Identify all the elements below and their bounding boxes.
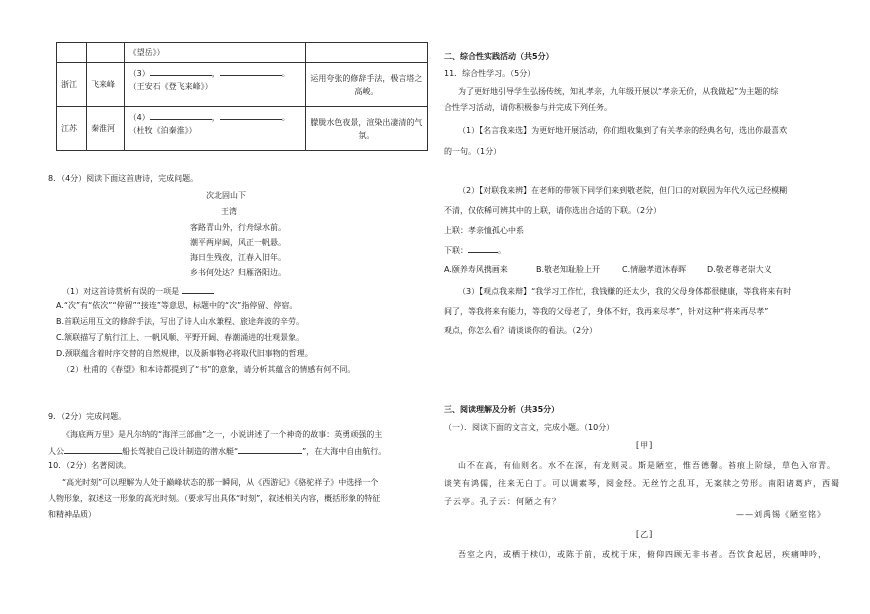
q8-sub2: （2）杜甫的《春望》和本诗都提到了“书”的意象，请分析其蕴含的情感有何不同。 <box>62 365 356 374</box>
item-number: （3） <box>128 69 150 78</box>
task3-line3: 观点，你怎么看？请谈谈你的看法。（2分） <box>444 326 598 335</box>
task3-line2: 间了，等我将来有能力，等我的父母老了，身体不好，我再来尽孝”，针对这种“将来再尽孝” <box>444 307 769 316</box>
table-cell <box>57 43 87 63</box>
task3-line1: （3）【观点我来辩】“我学习工作忙，我钱赚的还太少，我的父母身体都很健康，等我将来有时 <box>458 287 792 296</box>
q9-text: ”，在大海中自由航行。 <box>302 447 387 456</box>
task2-option-b: B.敬老知耻脸上开 <box>536 265 601 274</box>
q9-text: 船长驾驶自己设计制造的潜水艇“ <box>122 447 239 456</box>
answer-blank[interactable] <box>220 110 282 120</box>
poetry-table <box>56 42 428 151</box>
couplet-down-end: 。 <box>498 246 506 255</box>
task2-option-a: A.颐养寿风携画来 <box>444 265 508 274</box>
table-cell-note: 运用夸张的修辞手法，极言塔之高峻。 <box>305 63 427 107</box>
table-row <box>57 107 428 151</box>
answer-blank[interactable] <box>220 66 282 76</box>
q8-option-a: A.“次”有“依次”“停留”“接连”等意思，标题中的“次”指停留、停宿。 <box>56 301 298 310</box>
q8-sub1 <box>62 284 214 298</box>
q9-line1: 《海底两万里》是凡尔纳的“海洋三部曲”之一，小说讲述了一个神奇的故事：英勇顽强的主 <box>62 430 383 439</box>
table-cell <box>124 43 305 63</box>
q8-header: 8．（4分）阅读下面这首唐诗，完成问题。 <box>48 174 199 183</box>
section3-sub: （一）．阅读下面的文言文，完成小题。（10分） <box>444 423 615 432</box>
table-cell <box>87 43 125 63</box>
separator: ， <box>211 113 220 122</box>
q10-line1: “高光时刻”可以理解为人处于巅峰状态的那一瞬间，从《西游记》《骆驼祥子》中选择一个 <box>62 478 379 487</box>
task1-line2: 的一句。（1分） <box>444 147 502 156</box>
answer-blank[interactable] <box>468 243 498 253</box>
passage-author: ——刘禹锡《陋室铭》 <box>736 510 826 519</box>
poem-title: 次北固山下 <box>206 191 246 200</box>
passage-line: 谈笑有鸿儒，往来无白丁。可以调素琴，阅金经。无丝竹之乱耳，无案牍之劳形。南阳诸葛庐，西蜀 <box>444 479 840 488</box>
table-cell-content <box>124 107 305 151</box>
table-cell-province: 江苏 <box>57 107 87 151</box>
passage-yi-label: [乙] <box>636 530 654 539</box>
end-punct: 。 <box>281 69 290 78</box>
table-cell-text: 《望岳》） <box>128 48 165 57</box>
section3-title: 三、阅读理解及分析（共35分） <box>444 405 560 414</box>
table-cell <box>305 43 427 63</box>
couplet-down-label: 下联： <box>444 246 468 255</box>
table-cell-note: 朦胧水色夜景，渲染出凄清的气氛。 <box>305 107 427 151</box>
answer-blank[interactable] <box>238 444 302 454</box>
q8-option-b: B.首联运用互文的修辞手法，写出了诗人山水兼程、旅途奔波的辛劳。 <box>56 317 305 326</box>
task2-line1: （2）【对联我来辨】在老师的带领下同学们来到敬老院，但门口的对联因为年代久远已经模糊 <box>458 186 788 195</box>
q8-sub1-text: （1）对这首诗赏析有误的一项是 <box>62 287 180 296</box>
answer-blank[interactable] <box>150 110 212 120</box>
answer-blank[interactable] <box>182 284 214 294</box>
passage-line: 山不在高，有仙则名。水不在深，有龙则灵。斯是陋室，惟吾德馨。苔痕上阶绿，草色入帘青。 <box>458 461 836 470</box>
q8-option-d: D.颈联蕴含着时序交替的自然规律，以及新事物必将取代旧事物的哲理。 <box>56 349 313 358</box>
poem-line: 乡书何处达？归雁洛阳边。 <box>190 268 286 277</box>
answer-blank[interactable] <box>150 66 212 76</box>
source-text: （王安石《登飞来峰》） <box>128 82 213 91</box>
end-punct: 。（杜牧《泊秦淮》） <box>128 113 290 135</box>
poem-author: 王湾 <box>221 207 237 216</box>
passage-jia-label: [甲] <box>636 441 654 450</box>
poem-line: 潮平两岸阔，风正一帆悬。 <box>190 238 286 247</box>
poem-line: 客路青山外，行舟绿水前。 <box>190 223 286 232</box>
q8-option-c: C.颔联描写了航行江上、一帆风顺、平野开阔、春潮涌进的壮观景象。 <box>56 333 305 342</box>
q10-header: 10．（2分）名著阅读。 <box>48 461 132 470</box>
separator: ， <box>211 69 220 78</box>
q9-header: 9．（2分）完成问题。 <box>48 412 127 421</box>
task1-line1: （1）【名言我来选】为更好地开展活动，你们组收集到了有关孝亲的经典名句，选出你最喜欢 <box>458 126 788 135</box>
table-row <box>57 43 428 63</box>
table-cell-content <box>124 63 305 107</box>
table-cell-place: 秦淮河 <box>87 107 125 151</box>
table-row <box>57 63 428 107</box>
table-cell-place: 飞来峰 <box>87 63 125 107</box>
answer-blank[interactable] <box>64 444 122 454</box>
task2-option-c: C.情融孝道沐春晖 <box>622 265 687 274</box>
q10-line2: 人物形象，叙述这一形象的高光时刻。（要求写出具体“时刻”，叙述相关内容，概括形象的特征 <box>48 494 381 503</box>
task2-option-d: D.敬老尊老崇大义 <box>707 265 772 274</box>
q11-intro-line2: 合性学习活动，请你积极参与并完成下列任务。 <box>444 103 612 112</box>
passage-line: 子云亭。孔子云：何陋之有？ <box>444 497 561 506</box>
table-cell-province: 浙江 <box>57 63 87 107</box>
item-number: （4） <box>128 113 150 122</box>
couplet-up: 上联：孝亲恤孤心中系 <box>444 226 524 235</box>
passage-line: 吾室之内，或栖于椟⑴，或陈于前，或枕于床，俯仰四顾无非书者。吾饮食起居，疾痛呻吟， <box>458 550 827 559</box>
q11-intro-line1: 为了更好地引导学生弘扬传统，知礼孝亲，九年级开展以“孝亲无价，从我做起”为主题的综 <box>458 87 779 96</box>
q9-line2 <box>48 444 386 458</box>
poem-line: 海日生残夜，江春入旧年。 <box>190 253 286 262</box>
q10-line3: 和精神品质） <box>48 510 96 519</box>
section2-title: 二、综合性实践活动（共5分） <box>444 52 554 61</box>
q11-header: 11．综合性学习。（5分） <box>444 69 536 78</box>
couplet-down <box>444 243 506 257</box>
task2-line2: 不清，仅依稀可辨其中的上联，请你选出合适的下联。（2分） <box>444 206 662 215</box>
q9-text: 人公 <box>48 447 64 456</box>
